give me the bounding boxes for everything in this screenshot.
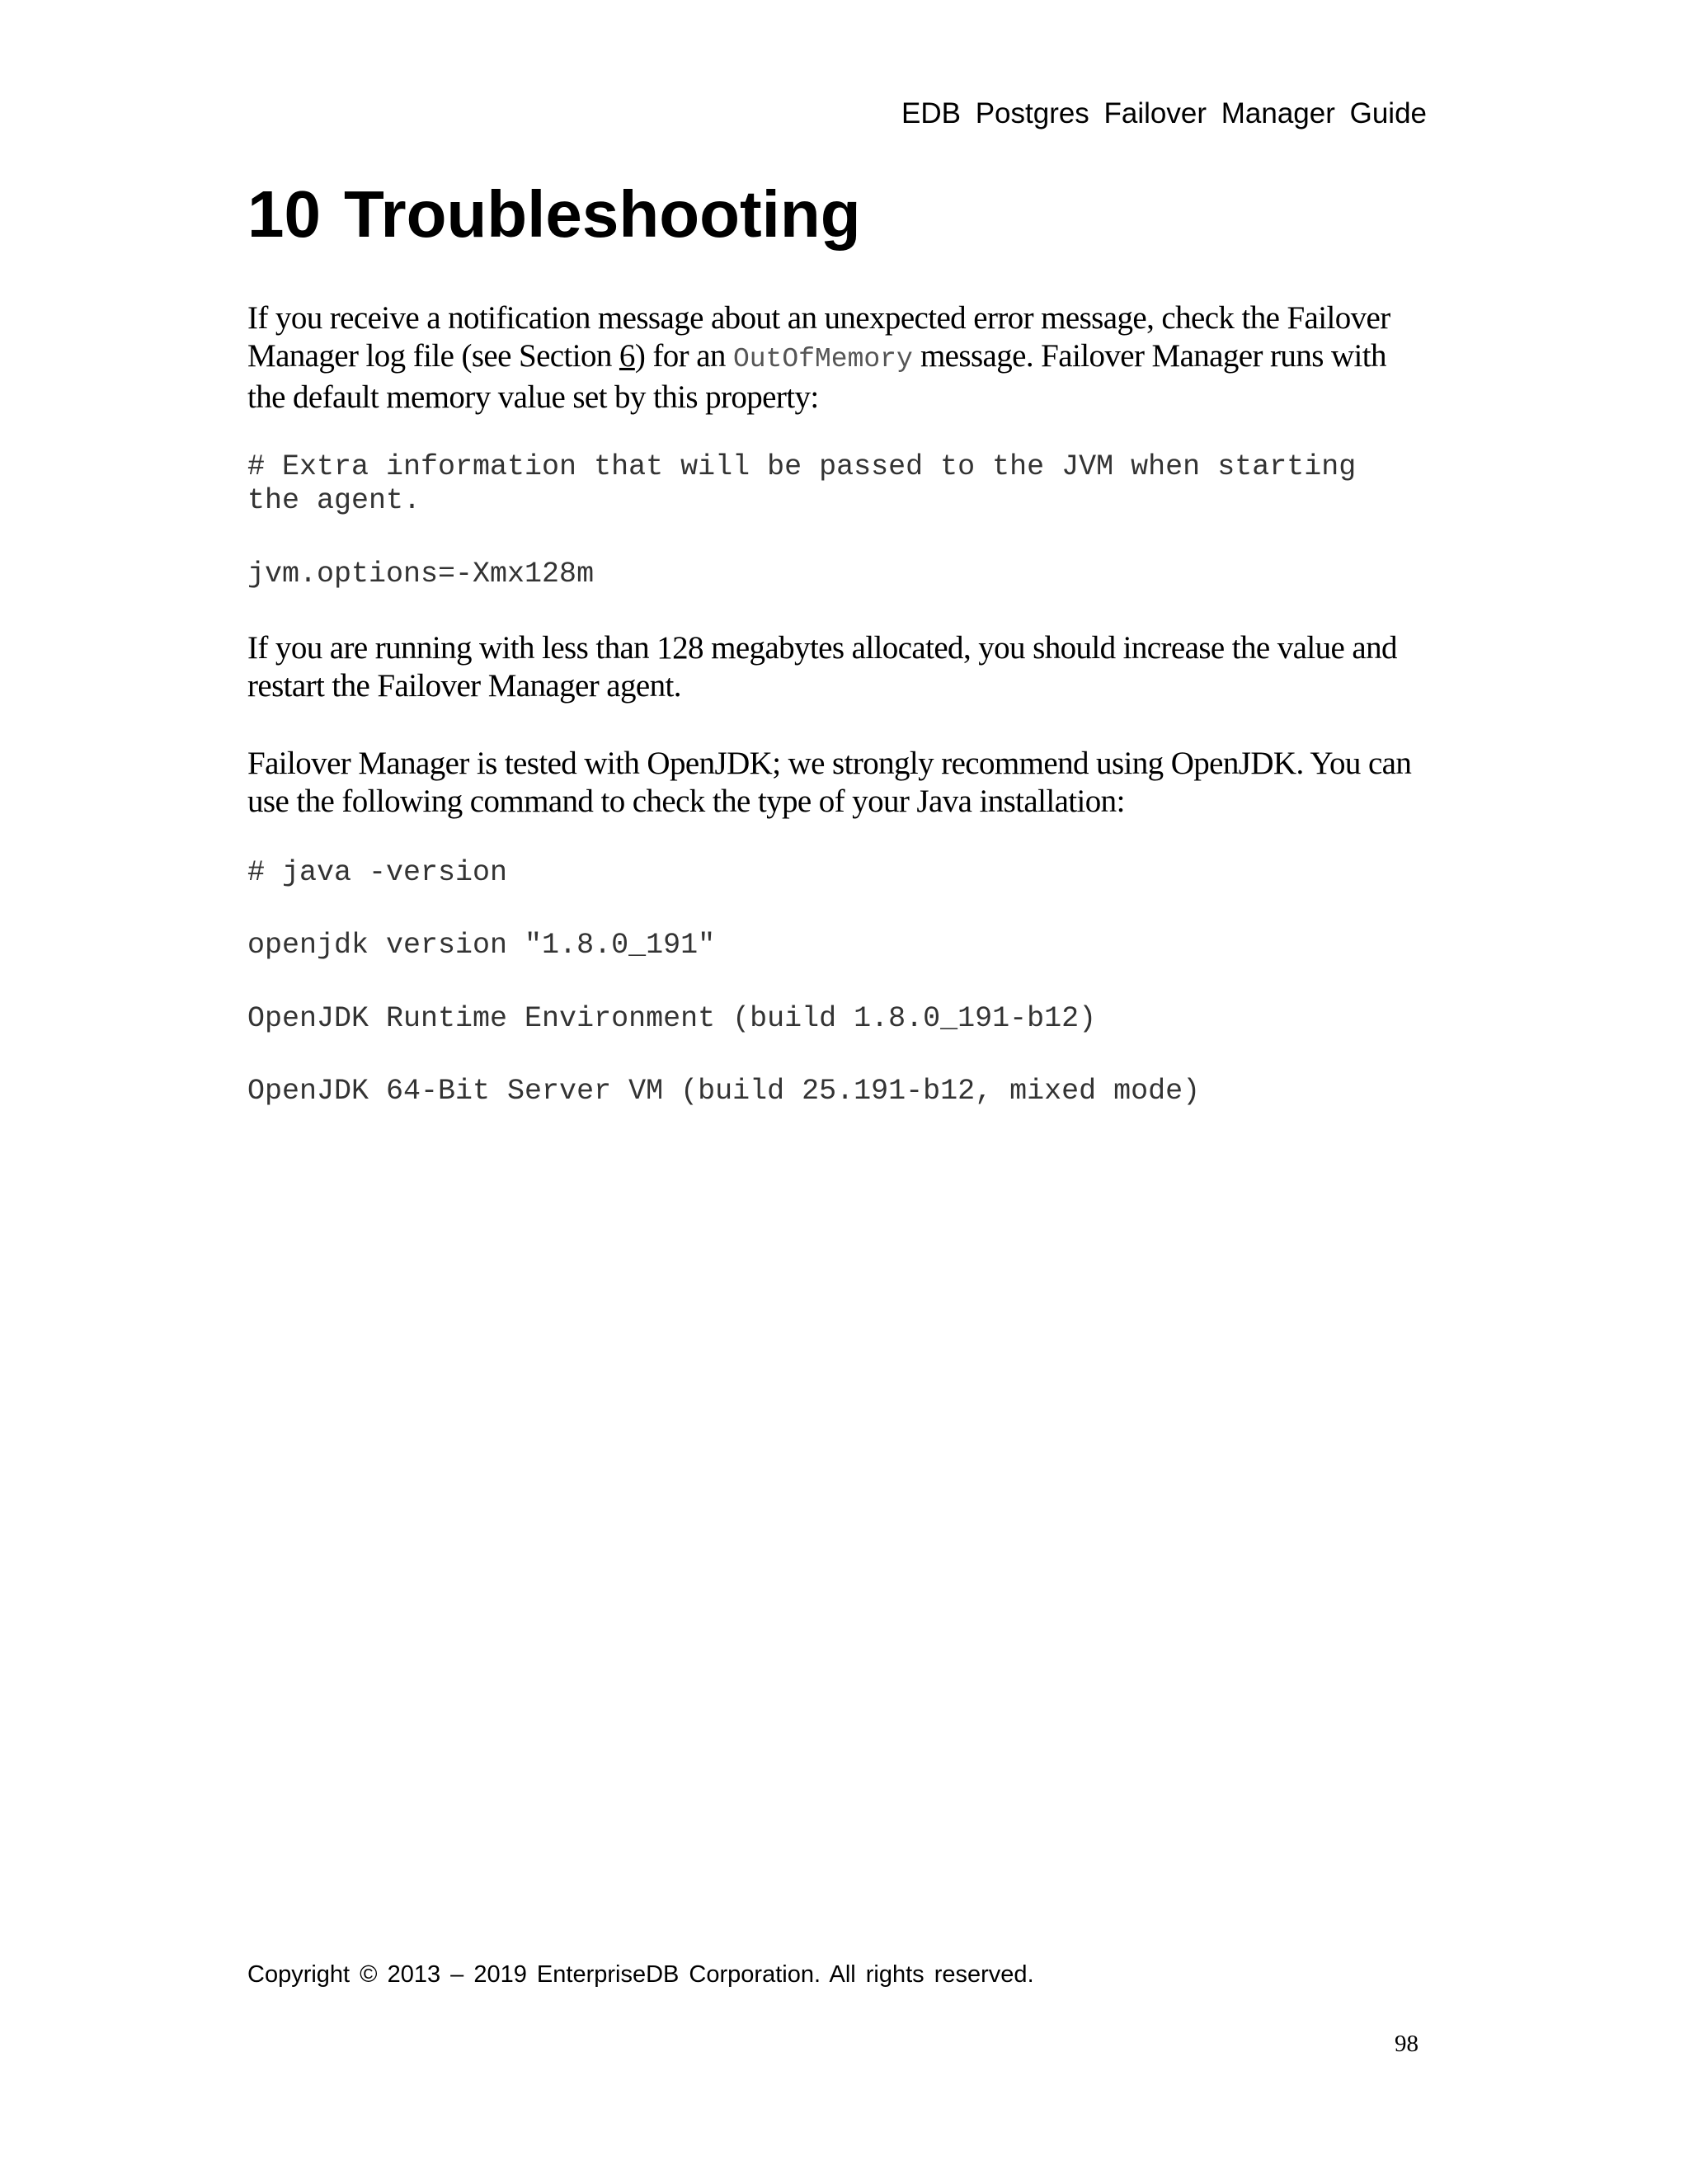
chapter-title: [247, 175, 861, 254]
section-link[interactable]: 6: [619, 338, 635, 374]
code-output-line-3: OpenJDK 64-Bit Server VM (build 25.191-b12, mixed mode): [247, 1075, 1201, 1108]
chapter-title-text: Troubleshooting: [343, 177, 861, 251]
intro-text-part1: If you receive a notification message about an unexpected error message, check the Failover Manager log file (see Section: [247, 300, 1390, 374]
code-output-line-2: OpenJDK Runtime Environment (build 1.8.0_191-b12): [247, 1002, 1097, 1035]
running-header: EDB Postgres Failover Manager Guide: [901, 97, 1427, 129]
code-java-version-command: # java -version: [247, 856, 508, 889]
memory-advice-paragraph: If you are running with less than 128 megabytes allocated, you should increase the value and restart the Failover Manager agent.: [247, 630, 1397, 704]
code-comment-line-2: the agent.: [247, 484, 421, 517]
intro-text-part2: ) for an: [634, 338, 733, 374]
chapter-number: 10: [247, 177, 321, 251]
intro-text-part3: message. Failover Manager runs with the default memory value set by this property:: [247, 338, 1386, 415]
page-number: 98: [1395, 2031, 1418, 2057]
code-comment-line-1: # Extra information that will be passed to the JVM when starting: [247, 450, 1357, 483]
intro-paragraph: [247, 299, 1427, 417]
code-output-line-1: openjdk version "1.8.0_191": [247, 929, 716, 962]
inline-code-outofmemory: OutOfMemory: [732, 344, 913, 374]
footer-copyright: Copyright © 2013 – 2019 EnterpriseDB Corporation. All rights reserved.: [247, 1961, 1034, 1988]
code-jvm-options-line: jvm.options=-Xmx128m: [247, 558, 595, 591]
openjdk-paragraph: Failover Manager is tested with OpenJDK; we strongly recommend using OpenJDK. You can use the following command to check the type of your Java installation:: [247, 746, 1412, 819]
